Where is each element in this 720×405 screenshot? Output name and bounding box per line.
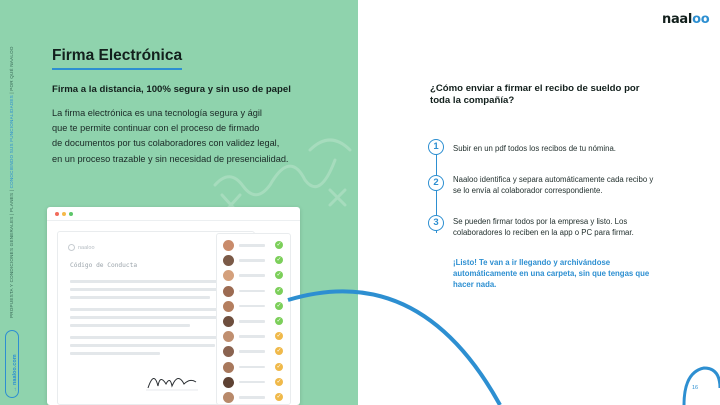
avatar <box>223 270 234 281</box>
website-link[interactable]: → naaloo.com <box>12 354 18 392</box>
breadcrumb <box>9 46 14 318</box>
signer-row <box>223 301 287 313</box>
avatar <box>223 346 234 357</box>
signed-check-icon: ✓ <box>276 301 282 309</box>
step-number-3: 3 <box>428 215 444 231</box>
signed-check-icon: ✓ <box>276 317 282 324</box>
signer-row <box>223 331 287 343</box>
logo-circle-icon <box>68 244 75 251</box>
document-text-line <box>70 352 160 355</box>
pending-check-icon: ✓ <box>276 332 282 340</box>
document-text-line <box>70 344 215 347</box>
window-titlebar <box>47 207 300 221</box>
close-dot-icon <box>55 212 59 216</box>
signed-check-icon: ✓ <box>276 241 282 248</box>
final-note: ¡Listo! Te van a ir llegando y archivándose automáticamente en una carpeta, sin que tengas que hacer nada. <box>453 258 650 289</box>
section-question: ¿Cómo enviar a firmar el recibo de sueldo por toda la compañía? <box>430 83 640 106</box>
paragraph-line: de documentos por tus colaboradores con validez legal, <box>52 138 280 149</box>
signed-check-icon: ✓ <box>276 256 282 264</box>
signer-name-placeholder <box>239 244 265 247</box>
document-text-line <box>70 324 190 327</box>
avatar <box>223 255 234 266</box>
handwritten-signature-icon <box>142 366 202 396</box>
signer-row <box>223 255 287 267</box>
avatar <box>223 362 234 373</box>
step-text-1: Subir en un pdf todos los recibos de tu nómina. <box>453 144 616 153</box>
avatar <box>223 286 234 297</box>
paragraph-line: La firma electrónica es una tecnología segura y ágil <box>52 108 262 118</box>
pending-check-icon: ✓ <box>276 393 282 400</box>
document-text-line <box>70 316 220 319</box>
breadcrumb-suffix: | POR QUÉ NAALOO <box>9 46 14 96</box>
signer-name-placeholder <box>239 305 265 308</box>
breadcrumb-current[interactable]: CONOCIENDO SUS FUNCIONALIDADES <box>9 95 14 189</box>
signer-name-placeholder <box>239 350 265 353</box>
left-panel <box>0 0 358 405</box>
page-subtitle: Firma a la distancia, 100% segura y sin uso de papel <box>52 84 291 95</box>
signer-name-placeholder <box>239 381 265 384</box>
document-text-line <box>70 280 220 283</box>
avatar <box>223 316 234 327</box>
signer-row <box>223 270 287 282</box>
document-text-line <box>70 288 228 291</box>
signer-row <box>223 377 287 389</box>
step-text-3: Se pueden firmar todos por la empresa y listo. Los colaboradores lo reciben en la app o PC para firmar. <box>453 217 634 237</box>
signer-name-placeholder <box>239 320 265 323</box>
pending-check-icon: ✓ <box>276 377 282 385</box>
step-text-2: Naaloo identifica y separa automáticamente cada recibo y se lo envía al colaborador correspondiente. <box>453 175 654 195</box>
avatar <box>223 377 234 388</box>
signer-row <box>223 286 287 298</box>
maximize-dot-icon <box>69 212 73 216</box>
logo-text: naal <box>662 12 693 27</box>
logo-oo: oo <box>692 12 710 27</box>
document-text-line <box>70 336 226 339</box>
signer-row <box>223 346 287 358</box>
description-paragraph <box>52 106 352 167</box>
signer-row <box>223 316 287 328</box>
title-underline <box>52 68 182 70</box>
pending-check-icon: ✓ <box>276 362 282 370</box>
signer-name-placeholder <box>239 274 265 277</box>
pending-check-icon: ✓ <box>276 347 282 355</box>
avatar <box>223 301 234 312</box>
signers-list <box>216 233 291 405</box>
signer-row <box>223 362 287 374</box>
step-number-1: 1 <box>428 139 444 155</box>
signer-row <box>223 240 287 252</box>
signer-name-placeholder <box>239 396 265 399</box>
avatar <box>223 392 234 403</box>
minimize-dot-icon <box>62 212 66 216</box>
avatar <box>223 331 234 342</box>
document-text-line <box>70 296 210 299</box>
avatar <box>223 240 234 251</box>
document-logo-text: naaloo <box>78 244 95 251</box>
signed-check-icon: ✓ <box>276 271 282 279</box>
paragraph-line: en un proceso trazable y sin necesidad de presencialidad. <box>52 153 289 164</box>
document-heading: Código de Conducta <box>70 262 138 269</box>
breadcrumb-prefix: PROPUESTA Y CONDICIONES GENERALES | PLANES | <box>9 188 14 318</box>
paragraph-line: que te permite continuar con el proceso de firmado <box>52 123 260 134</box>
signer-name-placeholder <box>239 366 265 369</box>
page-number: 16 <box>692 385 699 391</box>
naaloo-logo[interactable] <box>662 12 709 27</box>
step-number-2: 2 <box>428 175 444 191</box>
signer-row <box>223 392 287 404</box>
page-title: Firma Electrónica <box>52 47 183 64</box>
document-logo <box>68 244 95 251</box>
right-panel <box>358 0 720 405</box>
signer-name-placeholder <box>239 259 265 262</box>
signed-check-icon: ✓ <box>276 286 282 294</box>
signer-name-placeholder <box>239 290 265 293</box>
signer-name-placeholder <box>239 335 265 338</box>
document-text-line <box>70 308 225 311</box>
